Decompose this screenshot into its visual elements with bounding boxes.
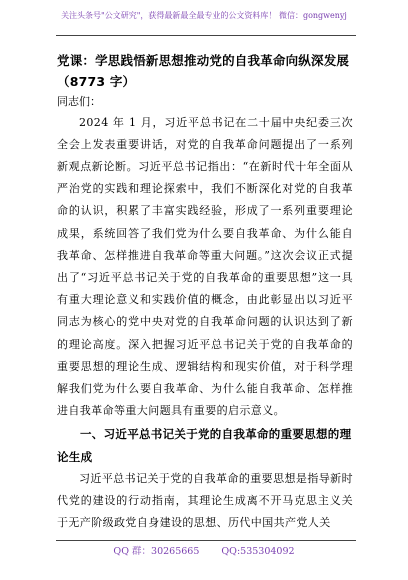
section-paragraph: 习近平总书记关于党的自我革命的重要思想是指导新时代党的建设的行动指南，其理论生成离不开马克思主义关于无产阶级政党自身建设的思想、历代中国共产党人关 [57,471,353,530]
document-body [57,50,353,534]
page-footer [0,540,408,580]
section-heading: 一、习近平总书记关于党的自我革命的重要思想的理论生成 [57,427,352,464]
document-title: 党课：学思践悟新思想推动党的自我革命向纵深发展（8773 字） [57,53,350,89]
footer-contact [0,543,408,557]
header-divider [56,35,356,36]
salutation: 同志们： [57,95,101,108]
footer-qq: QQ:535304092 [221,546,295,557]
header-note: 关注头条号"公文研究"，获得最新最全最专业的公文资料库！ 微信：gongwenyj [61,11,347,20]
footer-divider [56,540,356,541]
page-header [0,0,408,44]
footer-qq-group: QQ 群：30265665 [113,546,200,557]
body-paragraph: 2024 年 1 月，习近平总书记在二十届中央纪委三次全会上发表重要讲话，对党的自我革命问题提出了一系列新观点新论断。习近平总书记指出：“在新时代十年全面从严治党的实践和理论探索中，我们不断深化对党的自我革命的认识，积累了丰富实践经验，形成了一系列重要理论成果，系统回答了我们党为什么要自我革命、为什么能自我革命、怎样推进自我革命等重大问题。”这次会议正式提出了“习近平总书记关于党的自我革命的重要思想”这一具有重大理论意义和实践价值的概念，由此彰显出以习近平同志为核心的党中央对党的自我革命问题的认识达到了新的理论高度。深入把握习近平总书记关于党的自我革命的重要思想的理论生成、逻辑结构和现实价值，对于科学理解我们党为什么要自我革命、为什么能自我革命、怎样推进自我革命等重大问题具有重要的启示意义。 [57,115,353,418]
